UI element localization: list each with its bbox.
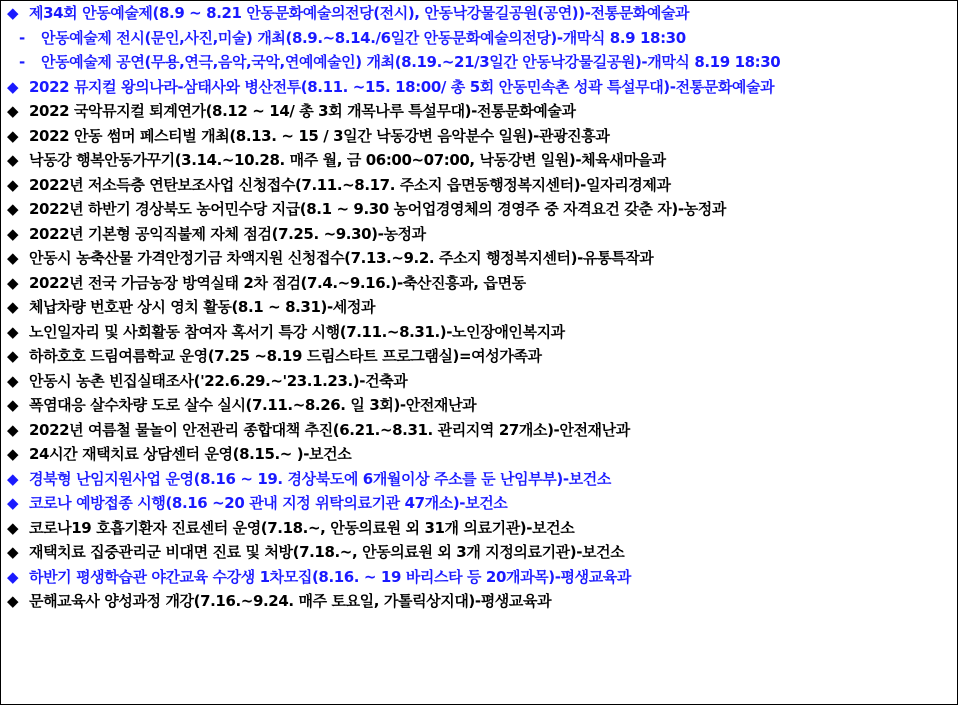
item-text: 하하호호 드림여름학교 운영(7.25 ~8.19 드림스타트 프로그램실)=여성가족과 — [29, 347, 542, 365]
list-item — [7, 246, 957, 271]
diamond-bullet-icon: ◆ — [7, 322, 19, 341]
diamond-bullet-icon: ◆ — [7, 567, 19, 586]
diamond-bullet-icon: ◆ — [7, 420, 19, 439]
event-list — [1, 1, 957, 614]
diamond-bullet-icon: ◆ — [7, 469, 19, 488]
item-text: 2022 뮤지컬 왕의나라-삼태사와 병산전투(8.11. ~15. 18:00/ 총 5회 안동민속촌 성곽 특설무대)-전통문화예술과 — [29, 77, 775, 96]
item-text: 폭염대응 살수차량 도로 살수 실시(7.11.~8.26. 일 3회)-안전재난과 — [29, 396, 477, 414]
item-text: 2022 국악뮤지컬 퇴계연가(8.12 ~ 14/ 총 3회 개목나루 특설무대)-전통문화예술과 — [29, 102, 576, 120]
item-text: 낙동강 행복안동가꾸기(3.14.~10.28. 매주 월, 금 06:00~07:00, 낙동강변 일원)-체육새마을과 — [29, 151, 666, 169]
item-text: 코로나19 호흡기환자 진료센터 운영(7.18.~, 안동의료원 외 31개 의료기관)-보건소 — [29, 518, 575, 537]
diamond-bullet-icon: ◆ — [7, 126, 19, 145]
diamond-bullet-icon: ◆ — [7, 371, 19, 390]
item-text: 안동예술제 공연(무용,연극,음악,국악,연예예술인) 개최(8.19.~21/3일간 안동낙강물길공원)-개막식 8.19 18:30 — [41, 53, 781, 71]
item-text: 2022년 저소득층 연탄보조사업 신청접수(7.11.~8.17. 주소지 읍면동행정복지센터)-일자리경제과 — [29, 175, 671, 194]
item-text: 안동시 농촌 빈집실태조사('22.6.29.~'23.1.23.)-건축과 — [29, 371, 408, 390]
list-item — [7, 516, 957, 541]
diamond-bullet-icon: ◆ — [7, 151, 19, 169]
dash-bullet: - — [19, 28, 25, 47]
diamond-bullet-icon: ◆ — [7, 445, 19, 463]
list-item — [7, 565, 957, 590]
list-item — [7, 124, 957, 149]
diamond-bullet-icon: ◆ — [7, 543, 19, 561]
list-item — [7, 1, 957, 26]
item-text: 안동예술제 전시(문인,사진,미술) 개최(8.9.~8.14./6일간 안동문화예술의전당)-개막식 8.9 18:30 — [41, 28, 686, 47]
item-text: 2022 안동 썸머 페스티벌 개최(8.13. ~ 15 / 3일간 낙동강변 음악분수 일원)-관광진흥과 — [29, 126, 610, 145]
list-item — [7, 491, 957, 516]
list-item — [7, 418, 957, 443]
diamond-bullet-icon: ◆ — [7, 4, 19, 22]
diamond-bullet-icon: ◆ — [7, 396, 19, 414]
list-item — [7, 344, 957, 369]
diamond-bullet-icon: ◆ — [7, 347, 19, 365]
list-item — [7, 540, 957, 565]
diamond-bullet-icon: ◆ — [7, 200, 19, 218]
diamond-bullet-icon: ◆ — [7, 224, 19, 243]
item-text: 제34회 안동예술제(8.9 ~ 8.21 안동문화예술의전당(전시), 안동낙강물길공원(공연))-전통문화예술과 — [29, 4, 690, 22]
item-text: 하반기 평생학습관 야간교육 수강생 1차모집(8.16. ~ 19 바리스타 등 20개과목)-평생교육과 — [29, 567, 631, 586]
item-text: 2022년 하반기 경상북도 농어민수당 지급(8.1 ~ 9.30 농어업경영체의 경영주 중 자격요건 갖춘 자)-농정과 — [29, 200, 726, 218]
diamond-bullet-icon: ◆ — [7, 175, 19, 194]
list-item — [7, 369, 957, 394]
diamond-bullet-icon: ◆ — [7, 77, 19, 96]
item-text: 코로나 예방접종 시행(8.16 ~20 관내 지정 위탁의료기관 47개소)-보건소 — [29, 494, 508, 512]
list-subitem — [7, 26, 957, 51]
item-text: 체납차량 번호판 상시 영치 활동(8.1 ~ 8.31)-세정과 — [29, 298, 376, 316]
item-text: 24시간 재택치료 상담센터 운영(8.15.~ )-보건소 — [29, 445, 352, 463]
list-item — [7, 271, 957, 296]
diamond-bullet-icon: ◆ — [7, 298, 19, 316]
item-text: 2022년 기본형 공익직불제 자체 점검(7.25. ~9.30)-농정과 — [29, 224, 426, 243]
item-text: 안동시 농축산물 가격안정기금 차액지원 신청접수(7.13.~9.2. 주소지 행정복지센터)-유통특작과 — [29, 249, 654, 267]
list-item — [7, 442, 957, 467]
list-item — [7, 75, 957, 100]
diamond-bullet-icon: ◆ — [7, 592, 19, 610]
list-item — [7, 467, 957, 492]
list-item — [7, 320, 957, 345]
item-text: 노인일자리 및 사회활동 참여자 혹서기 특강 시행(7.11.~8.31.)-노인장애인복지과 — [29, 322, 565, 341]
list-item — [7, 173, 957, 198]
diamond-bullet-icon: ◆ — [7, 249, 19, 267]
list-item — [7, 99, 957, 124]
dash-bullet: - — [19, 53, 25, 71]
list-subitem — [7, 50, 957, 75]
item-text: 2022년 전국 가금농장 방역실태 2차 점검(7.4.~9.16.)-축산진흥과, 읍면동 — [29, 273, 526, 292]
list-item — [7, 222, 957, 247]
list-item — [7, 148, 957, 173]
list-item — [7, 197, 957, 222]
item-text: 경북형 난임지원사업 운영(8.16 ~ 19. 경상북도에 6개월이상 주소를 둔 난임부부)-보건소 — [29, 469, 611, 488]
diamond-bullet-icon: ◆ — [7, 494, 19, 512]
item-text: 재택치료 집중관리군 비대면 진료 및 처방(7.18.~, 안동의료원 외 3개 지정의료기관)-보건소 — [29, 543, 625, 561]
list-item — [7, 295, 957, 320]
diamond-bullet-icon: ◆ — [7, 102, 19, 120]
item-text: 2022년 여름철 물놀이 안전관리 종합대책 추진(6.21.~8.31. 관리지역 27개소)-안전재난과 — [29, 420, 630, 439]
item-text: 문해교육사 양성과정 개강(7.16.~9.24. 매주 토요일, 가톨릭상지대)-평생교육과 — [29, 592, 552, 610]
diamond-bullet-icon: ◆ — [7, 518, 19, 537]
diamond-bullet-icon: ◆ — [7, 273, 19, 292]
list-item — [7, 589, 957, 614]
list-item — [7, 393, 957, 418]
